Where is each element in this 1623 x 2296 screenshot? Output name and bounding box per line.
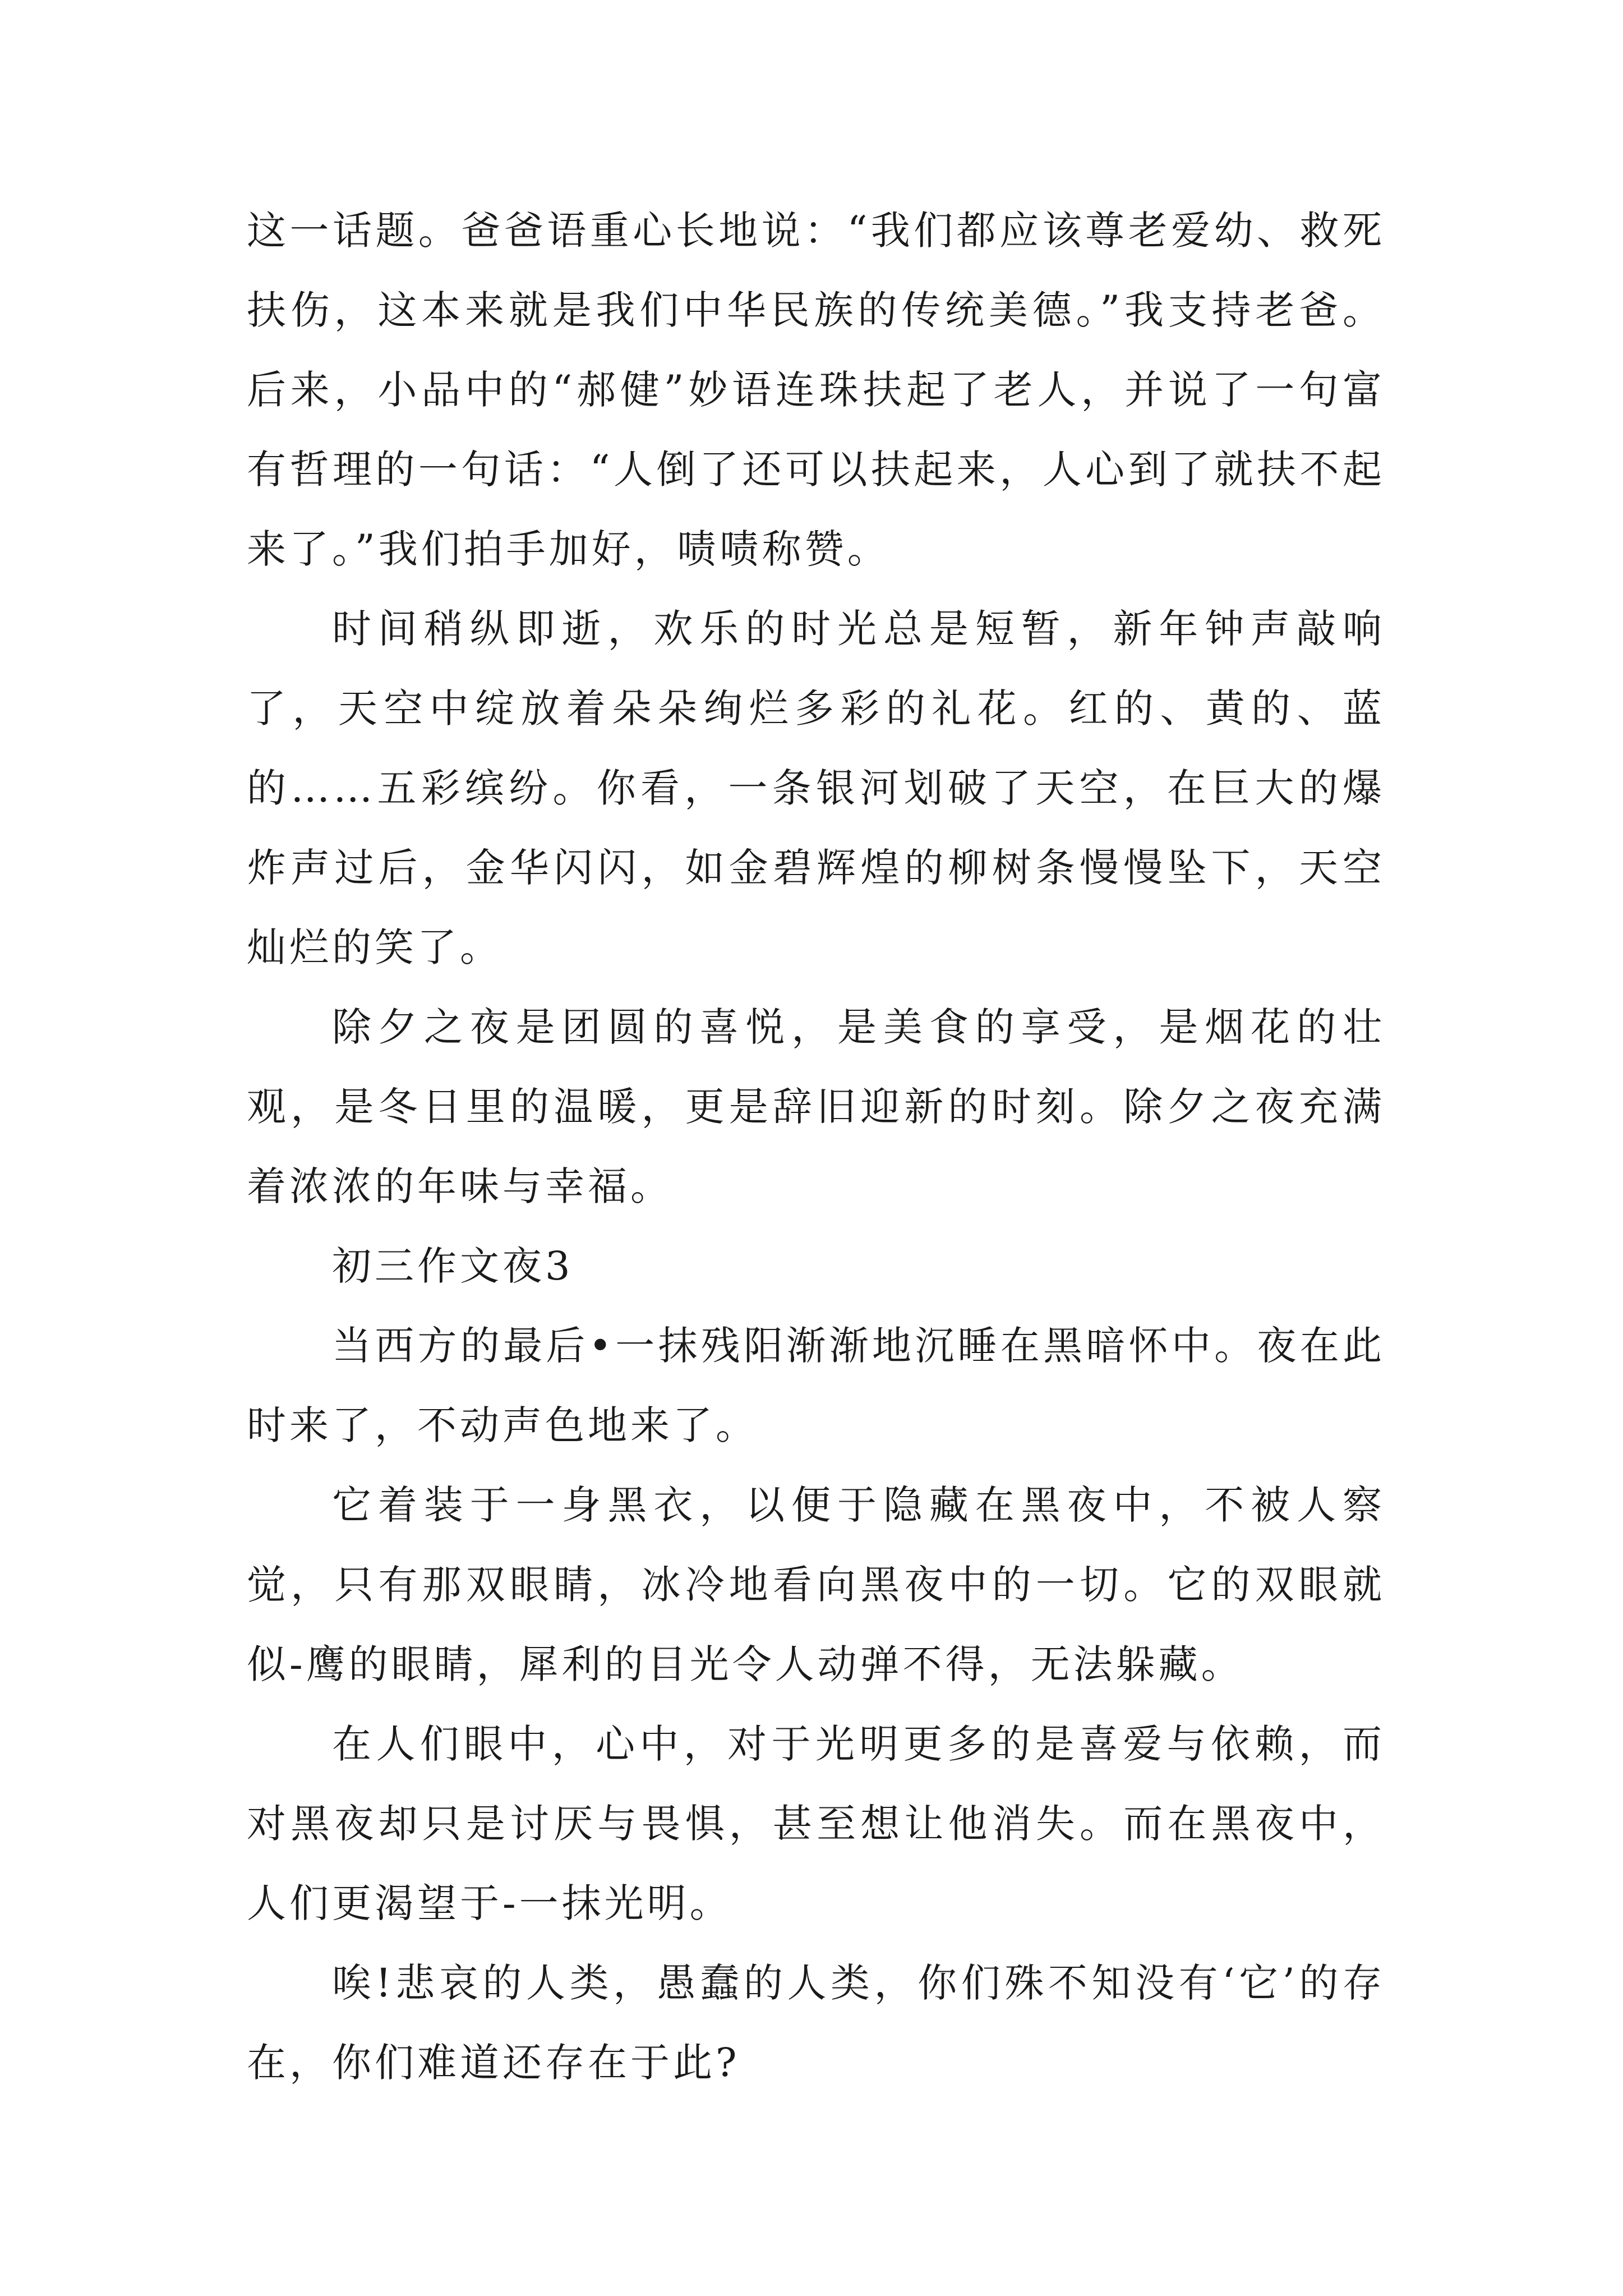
paragraph-4: 当西方的最后•一抹残阳渐渐地沉睡在黑暗怀中。夜在此时来了，不动声色地来了。 xyxy=(247,1323,1385,1448)
paragraph-1: 这一话题。爸爸语重心长地说：“我们都应该尊老爱幼、救死扶伤，这本来就是我们中华民族的传统美德。”我支持老爸。后来，小品中的“郝健”妙语连珠扶起了老人，并说了一句富有哲理的一句话：“人倒了还可以扶起来，人心到了就扶不起来了。”我们拍手加好，啧啧称赞。 xyxy=(247,208,1385,572)
paragraph-3: 除夕之夜是团圆的喜悦，是美食的享受，是烟花的壮观，是冬日里的温暖，更是辞旧迎新的时刻。除夕之夜充满着浓浓的年味与幸福。 xyxy=(247,1004,1385,1209)
paragraph-5: 它着装于一身黑衣，以便于隐藏在黑夜中，不被人察觉，只有那双眼睛，冰冷地看向黑夜中的一切。它的双眼就似-鹰的眼睛，犀利的目光令人动弹不得，无法躲藏。 xyxy=(247,1482,1385,1687)
document-body xyxy=(247,191,1385,2102)
paragraph-7: 唉!悲哀的人类，愚蠢的人类，你们殊不知没有‘它’的存在，你们难道还存在于此? xyxy=(247,1960,1385,2086)
paragraph-2: 时间稍纵即逝，欢乐的时光总是短暂，新年钟声敲响了，天空中绽放着朵朵绚烂多彩的礼花。红的、黄的、蓝的……五彩缤纷。你看，一条银河划破了天空，在巨大的爆炸声过后，金华闪闪，如金碧辉煌的柳树条慢慢坠下，天空灿烂的笑了。 xyxy=(247,606,1385,970)
paragraph-6: 在人们眼中，心中，对于光明更多的是喜爱与依赖，而对黑夜却只是讨厌与畏惧，甚至想让他消失。而在黑夜中，人们更渴望于-一抹光明。 xyxy=(247,1721,1385,1926)
section-heading: 初三作文夜3 xyxy=(332,1243,574,1289)
